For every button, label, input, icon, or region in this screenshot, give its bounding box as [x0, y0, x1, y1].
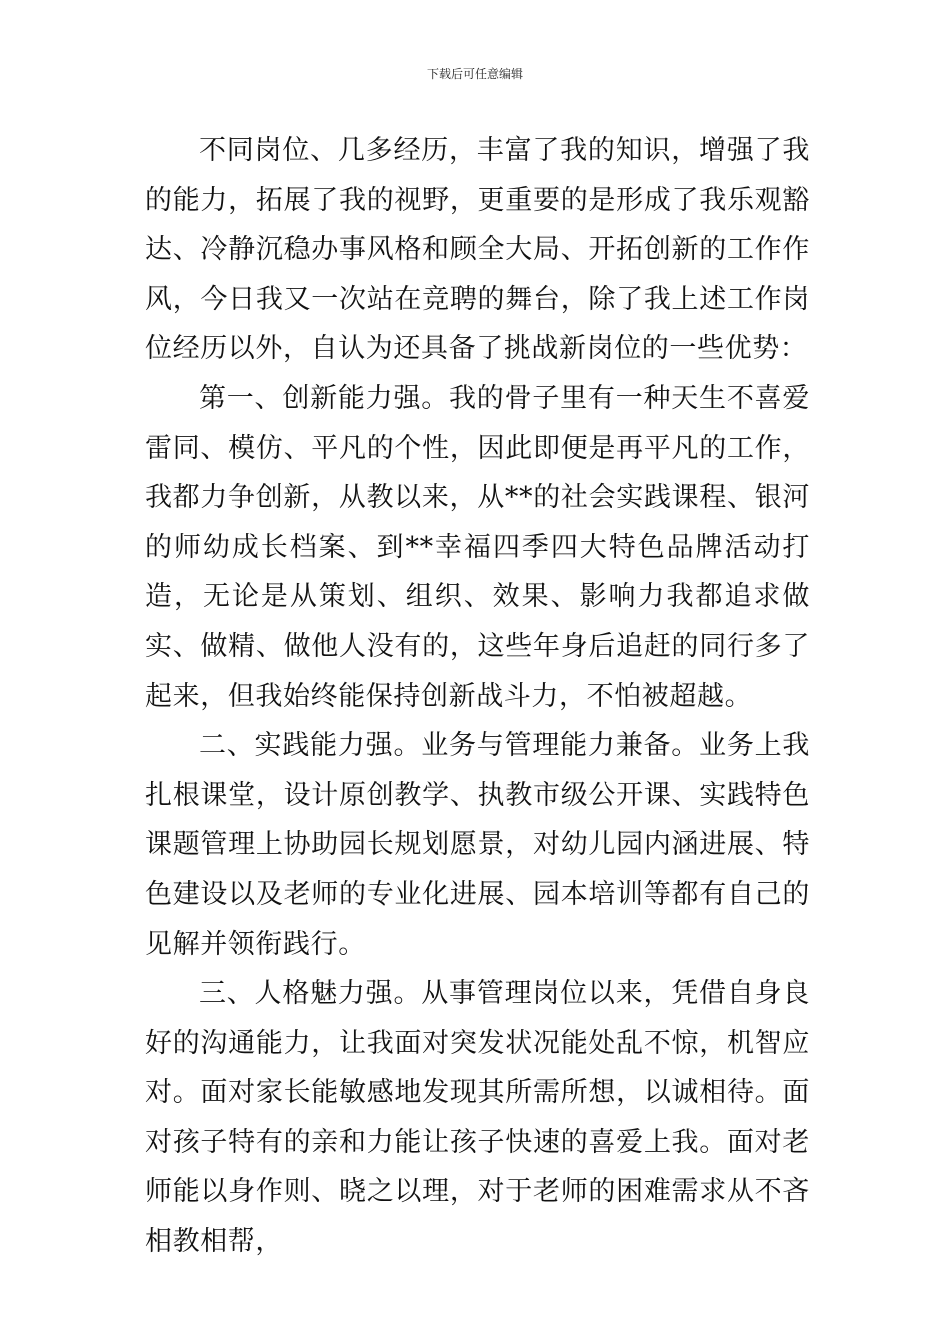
- paragraph-innovation: 第一、创新能力强。我的骨子里有一种天生不喜爱雷同、模仿、平凡的个性，因此即便是再平凡的工作，我都力争创新，从教以来，从**的社会实践课程、银河的师幼成长档案、到**幸福四季四大特色品牌活动打造，无论是从策划、组织、效果、影响力我都追求做实、做精、做他人没有的，这些年身后追赶的同行多了起来，但我始终能保持创新战斗力，不怕被超越。: [145, 382, 810, 712]
- paragraph-practice: 二、实践能力强。业务与管理能力兼备。业务上我扎根课堂，设计原创教学、执教市级公开课、实践特色课题管理上协助园长规划愿景，对幼儿园内涵进展、特色建设以及老师的专业化进展、园本培训等都有自己的见解并领衔践行。: [145, 730, 810, 960]
- paragraph-personality: 三、人格魅力强。从事管理岗位以来，凭借自身良好的沟通能力，让我面对突发状况能处乱不惊，机智应对。面对家长能敏感地发现其所需所想，以诚相待。面对孩子特有的亲和力能让孩子快速的喜爱上我。面对老师能以身作则、晓之以理，对于老师的困难需求从不吝相教相帮，: [145, 978, 810, 1258]
- page-header: 下载后可任意编辑: [426, 67, 523, 81]
- paragraph-intro: 不同岗位、几多经历，丰富了我的知识，增强了我的能力，拓展了我的视野，更重要的是形成了我乐观豁达、冷静沉稳办事风格和顾全大局、开拓创新的工作作风，今日我又一次站在竞聘的舞台，除了我上述工作岗位经历以外，自认为还具备了挑战新岗位的一些优势：: [145, 135, 810, 365]
- document-body: [145, 126, 810, 1267]
